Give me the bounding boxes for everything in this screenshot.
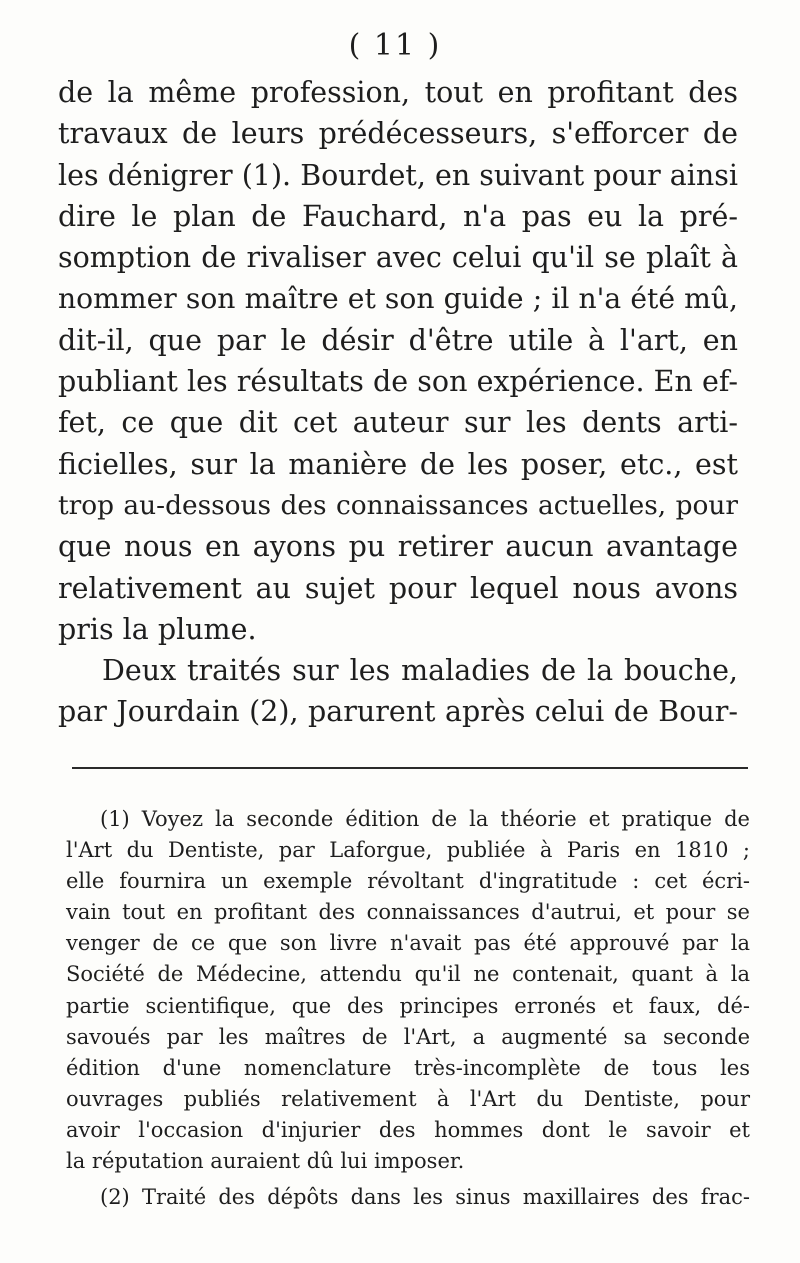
footnote-1-line: la réputation auraient dû lui imposer. xyxy=(66,1149,465,1174)
text-line: trop au-dessous des connaissances actuelles, pour xyxy=(58,489,738,521)
footnote-1-line: édition d'une nomenclature très-incomplète de tous les xyxy=(66,1055,750,1080)
footnote-1-line: venger de ce que son livre n'avait pas été approuvé par la xyxy=(66,931,750,956)
footnotes xyxy=(66,804,750,1213)
text-line: de la même profession, tout en profitant des xyxy=(58,76,738,109)
footnote-1-line: l'Art du Dentiste, par Laforgue, publiée à Paris en 1810 ; xyxy=(66,838,750,863)
text-line: par Jourdain (2), parurent après celui de Bour- xyxy=(58,695,738,729)
text-line: fet, ce que dit cet auteur sur les dents arti- xyxy=(58,406,738,440)
text-line: nommer son maître et son guide ; il n'a été mû, xyxy=(58,282,738,316)
footnote-1-line: Société de Médecine, attendu qu'il ne contenait, quant à la xyxy=(66,962,750,987)
main-text xyxy=(58,72,738,733)
text-line: dire le plan de Fauchard, n'a pas eu la pré- xyxy=(58,199,738,233)
footnote-1-line: avoir l'occasion d'injurier des hommes dont le savoir et xyxy=(66,1117,750,1142)
footnote-1-line: ouvrages publiés relativement à l'Art du Dentiste, pour xyxy=(66,1086,750,1111)
text-line: travaux de leurs prédécesseurs, s'efforcer de xyxy=(58,117,738,151)
text-line: publiant les résultats de son expérience. En ef- xyxy=(58,365,738,399)
text-line: relativement au sujet pour lequel nous avons xyxy=(58,571,738,605)
footnote-1-line: partie scientifique, que des principes erronés et faux, dé- xyxy=(66,993,750,1018)
text-line: ficielles, sur la manière de les poser, etc., est xyxy=(58,447,738,481)
footnote-1-line: elle fournira un exemple révoltant d'ingratitude : cet écri- xyxy=(66,869,750,894)
text-line: que nous en ayons pu retirer aucun avantage xyxy=(58,530,738,564)
footnote-separator xyxy=(72,767,748,769)
text-line: dit-il, que par le désir d'être utile à l'art, en xyxy=(58,323,738,357)
text-line: somption de rivaliser avec celui qu'il se plaît à xyxy=(58,241,738,275)
footnote-1-line: savoués par les maîtres de l'Art, a augmenté sa seconde xyxy=(66,1024,750,1049)
paragraph-start-line: Deux traités sur les maladies de la bouche, xyxy=(102,654,738,688)
footnote-2-line: (2) Traité des dépôts dans les sinus maxillaires des frac- xyxy=(100,1185,750,1210)
footnote-1-line: vain tout en profitant des connaissances d'autrui, et pour se xyxy=(66,900,750,925)
text-line: les dénigrer (1). Bourdet, en suivant pour ainsi xyxy=(58,158,738,192)
text-line: pris la plume. xyxy=(58,612,257,646)
footnote-1-line: (1) Voyez la seconde édition de la théorie et pratique de xyxy=(100,807,750,831)
page-number: ( 11 ) xyxy=(348,28,442,63)
